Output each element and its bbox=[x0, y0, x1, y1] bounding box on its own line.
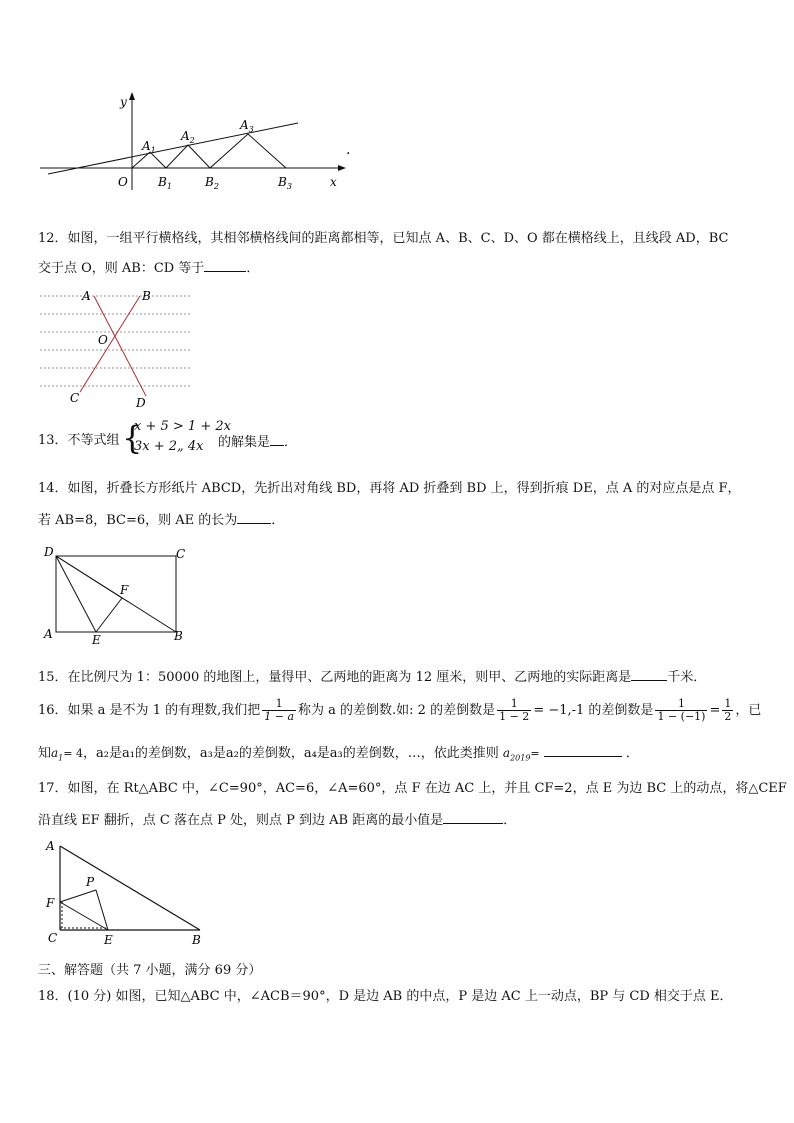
q16-text-c: = −1,-1 的差倒数是 bbox=[533, 703, 654, 718]
y-label: y bbox=[120, 95, 127, 109]
y-axis-arrow bbox=[129, 92, 135, 100]
q13-answer-blank[interactable] bbox=[270, 432, 284, 446]
q13-end: ． bbox=[284, 435, 298, 450]
label-f: F bbox=[120, 583, 129, 597]
q14-text: 若 AB=8，BC=6，则 AE 的长为 bbox=[38, 513, 238, 528]
a3-label: $A_3$ bbox=[240, 118, 254, 134]
segment-bc bbox=[80, 296, 140, 392]
q15-line bbox=[38, 667, 706, 687]
q16-text-g: ，a₂是a₁的差倒数，a₃是a₂的差倒数，a₄是a₃的差倒数，…，依此类推则 bbox=[82, 746, 499, 761]
segment-fp bbox=[60, 890, 96, 902]
label-a: A bbox=[46, 839, 55, 853]
q13-brace: { bbox=[122, 419, 143, 457]
q16-eq: = bbox=[530, 747, 540, 760]
a2-label: $A_2$ bbox=[181, 129, 195, 145]
q16-text-f: 知 bbox=[38, 746, 52, 761]
x-axis-arrow bbox=[338, 165, 346, 171]
q12-line1: 12．如图，一组平行横格线，其相邻横格线间的距离都相等，已知点 A、B、C、D、O 都在横格线上，且线段 AD，BC bbox=[38, 231, 729, 246]
q16-text-e: ，已 bbox=[735, 703, 762, 718]
q14-end: ． bbox=[271, 513, 285, 528]
q16-line2 bbox=[38, 743, 639, 767]
q12-text: 交于点 O，则 AB：CD 等于 bbox=[38, 261, 205, 276]
q16-line1 bbox=[38, 696, 761, 730]
b3-label: $B_3$ bbox=[278, 175, 292, 191]
q15-answer-blank[interactable] bbox=[631, 667, 667, 681]
label-b: B bbox=[174, 629, 183, 643]
q16-answer-blank[interactable] bbox=[544, 743, 622, 757]
q16-frac-def: $\frac{1}{1 - a}$ bbox=[264, 697, 295, 723]
q16-a1: $a_1$ bbox=[51, 746, 64, 763]
q14-line2 bbox=[38, 510, 284, 530]
q17-answer-blank[interactable] bbox=[443, 810, 503, 824]
q16-a1-value: = 4 bbox=[63, 747, 83, 760]
label-a: A bbox=[82, 289, 91, 303]
a1-label: $A_1$ bbox=[142, 139, 156, 155]
label-e: E bbox=[92, 633, 101, 646]
q13-post: 的解集是 bbox=[218, 435, 271, 450]
q17-text: 沿直线 EF 翻折，点 C 落在点 P 处，则点 P 到边 AB 距离的最小值是 bbox=[38, 813, 444, 828]
label-d: D bbox=[44, 545, 54, 559]
q13-row2: 3x + 2„ 4x bbox=[134, 439, 204, 454]
trailing-dot: . bbox=[346, 142, 351, 158]
q16-end: ． bbox=[625, 746, 639, 761]
label-c: C bbox=[70, 391, 80, 405]
q12-line2 bbox=[38, 258, 259, 278]
label-d: D bbox=[136, 396, 146, 410]
q13-pre: 13．不等式组 bbox=[38, 433, 120, 448]
q16-text-d: = bbox=[709, 703, 721, 718]
q17-end: ． bbox=[503, 813, 517, 828]
label-o: O bbox=[98, 333, 108, 347]
label-p: P bbox=[86, 875, 95, 889]
slanted-line bbox=[48, 123, 298, 174]
q12-figure bbox=[38, 286, 198, 412]
q16-a2019: $a_{2019}$ bbox=[502, 746, 531, 763]
q15-text: 15．在比例尺为 1：50000 的地图上，量得甲、乙两地的距离为 12 厘米，则甲、乙两地的实际距离是 bbox=[38, 670, 632, 685]
segment-df bbox=[56, 556, 122, 598]
q16-frac-neg1: $\frac{1}{1 - (-1)}$ bbox=[657, 697, 706, 723]
label-b: B bbox=[192, 933, 201, 947]
q16-frac-2: $\frac{1}{1 - 2}$ bbox=[499, 697, 530, 723]
side-ab bbox=[60, 846, 200, 930]
q17-line2 bbox=[38, 810, 516, 830]
q12-end: ． bbox=[246, 261, 260, 276]
label-b: B bbox=[142, 289, 151, 303]
q13-row1: x + 5 > 1 + 2x bbox=[134, 419, 231, 434]
q15-unit: 千米． bbox=[667, 670, 707, 685]
q16-text-b: 称为 a 的差倒数.如: 2 的差倒数是 bbox=[298, 703, 496, 718]
origin-label: O bbox=[118, 175, 128, 189]
x-label: x bbox=[330, 175, 337, 189]
segment-fe bbox=[96, 598, 122, 632]
q14-answer-blank[interactable] bbox=[237, 510, 271, 524]
q14-line1: 14．如图，折叠长方形纸片 ABCD，先折出对角线 BD，再将 AD 折叠到 BD 上，得到折痕 DE，点 A 的对应点是点 F， bbox=[38, 481, 741, 496]
q17-line1: 17．如图，在 Rt△ABC 中，∠C=90°，AC=6，∠A=60°，点 F 在边 AC 上，并且 CF=2，点 E 为边 BC 上的动点，将△CEF bbox=[38, 781, 787, 796]
label-f: F bbox=[46, 896, 55, 910]
label-a: A bbox=[44, 627, 53, 641]
q14-figure bbox=[38, 542, 198, 646]
q11-figure bbox=[38, 88, 368, 196]
section-title: 三、解答题（共 7 小题，满分 69 分） bbox=[38, 963, 262, 978]
label-c: C bbox=[48, 931, 58, 945]
q12-answer-blank[interactable] bbox=[204, 258, 246, 272]
b2-label: $B_2$ bbox=[205, 175, 219, 191]
q16-text-a: 16．如果 a 是不为 1 的有理数,我们把 bbox=[38, 703, 261, 718]
b1-label: $B_1$ bbox=[158, 175, 172, 191]
q18-line: 18．(10 分) 如图，已知△ABC 中，∠ACB＝90°，D 是边 AB 的中点，P 是边 AC 上一动点，BP 与 CD 相交于点 E． bbox=[38, 989, 733, 1004]
label-e: E bbox=[104, 933, 113, 947]
label-c: C bbox=[176, 547, 186, 561]
q16-frac-half: $\frac{1}{2}$ bbox=[724, 697, 732, 723]
q17-figure bbox=[38, 836, 218, 948]
crease-de bbox=[56, 556, 96, 632]
